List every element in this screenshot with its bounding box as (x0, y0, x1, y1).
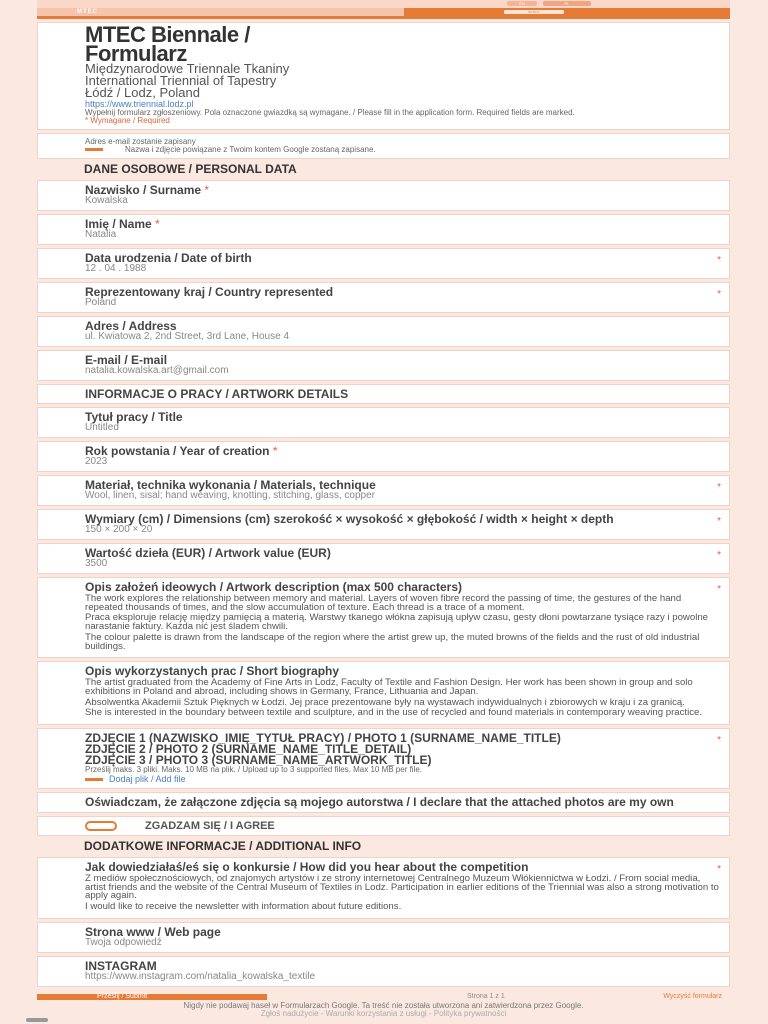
form-description: Wypełnij formularz zgłoszeniowy. Pola oznaczone gwiazdką są wymagane. / Please fill in the application form. Required fields are marked. (85, 108, 575, 117)
additional-paragraph: I would like to receive the newsletter with information about future editions. (85, 901, 402, 913)
question-title (37, 407, 730, 438)
form-title-2: Formularz (85, 41, 187, 66)
checkbox[interactable] (85, 821, 117, 831)
answer-input[interactable]: Poland (85, 297, 117, 308)
top-bar (37, 0, 730, 8)
upload-label-3: ZDJĘCIE 3 / PHOTO 3 (SURNAME_NAME_ARTWORK_TITLE) (85, 753, 432, 768)
question-label: Opis wykorzystanych prac / Short biography (85, 664, 340, 679)
question-surname (37, 180, 730, 211)
answer-input[interactable]: ul. Kwiatowa 2, 2nd Street, 3rd Lane, House 4 (85, 331, 290, 342)
accent-strip (37, 16, 730, 19)
subtitle-2: International Triennial of Tapestry (85, 73, 277, 88)
upload-icon (85, 778, 103, 781)
consent-label: Oświadczam, że załączone zdjęcia są mojego autorstwa / I declare that the attached photos are my own (85, 795, 674, 810)
date-input[interactable]: 12 . 04 . 1988 (85, 263, 147, 274)
required-asterisk: * (717, 584, 721, 595)
question-label: E-mail / E-mail (85, 353, 168, 367)
description-paragraph: The colour palette is drawn from the landscape of the region where the artist grew up, the muted browns of the fields and the rust of old industrial buildings. (85, 631, 700, 652)
question-label: Imię / Name (85, 217, 152, 231)
lang-pill-en[interactable]: EN (507, 1, 537, 6)
biography-paragraph: The artist graduated from the Academy of Fine Arts in Lodz, Faculty of Textile and Fashion Design. Her work has been shown in group and solo exhibitions in Poland and abroad, including shows in Germany, France, Lithuania and Japan. (85, 677, 693, 697)
biography-paragraph: Absolwentka Akademii Sztuk Pięknych w Łodzi. Jej prace prezentowane były na wystawach indywidualnych i zbiorowych w kraju i za granicą. (85, 696, 685, 708)
required-asterisk: * (717, 516, 721, 527)
answer-input[interactable]: 150 × 200 × 20 (85, 524, 153, 535)
footer-note-2[interactable]: Zgłoś nadużycie - Warunki korzystania z usługi - Polityka prywatności (260, 1009, 507, 1018)
clear-form-button[interactable]: Wyczyść formularz (663, 993, 722, 1000)
section-artwork: INFORMACJE O PRACY / ARTWORK DETAILS (85, 387, 349, 401)
header-banner (37, 8, 730, 16)
form-title: MTEC Biennale / (85, 22, 250, 47)
answer-input[interactable]: natalia.kowalska.art@gmail.com (85, 365, 229, 376)
question-website (37, 922, 730, 953)
question-year (37, 441, 730, 472)
question-label: Reprezentowany kraj / Country represented (85, 285, 334, 299)
question-dob (37, 248, 730, 279)
scrollbar-thumb[interactable] (26, 1018, 48, 1022)
question-label: Tytuł pracy / Title (85, 410, 183, 424)
question-dimensions (37, 509, 730, 540)
question-consent-photos (37, 792, 730, 813)
email-note-card (37, 133, 730, 159)
question-label: Wymiary (cm) / Dimensions (cm) szerokość × wysokość × głębokość / width × height × depth (85, 512, 614, 526)
required-asterisk: * (717, 289, 721, 300)
additional-paragraph: Z mediów społecznościowych, od znajomych artystów i ze strony internetowej Centralnego Muzeum Włókiennictwa w Łodzi. / From social media, artist friends and the website of the Central Museum of Textiles in Lodz. Participation in earlier editions of the Triennial was also a strong motivation to apply again. (85, 873, 719, 902)
form-container (37, 0, 730, 990)
answer-input[interactable]: 3500 (85, 558, 108, 569)
subtitle-1: Międzynarodowe Triennale Tkaniny (85, 61, 290, 76)
biography-paragraph: She is interested in the boundary between textile and sculpture, and in the use of recycled and found materials in contemporary weaving practice. (85, 707, 703, 719)
section-additional: DODATKOWE INFORMACJE / ADDITIONAL INFO (84, 839, 362, 854)
additional-textarea[interactable] (85, 875, 719, 912)
question-email (37, 350, 730, 381)
website-input[interactable]: Twoja odpowiedź (85, 936, 162, 948)
consent-option: ZGADZAM SIĘ / I AGREE (145, 819, 275, 832)
lang-pill-pl[interactable]: PL (543, 1, 591, 6)
required-asterisk: * (717, 255, 721, 266)
form-footer (37, 994, 730, 1016)
answer-input[interactable]: Untitled (85, 422, 119, 433)
question-label: INSTAGRAM (85, 958, 157, 973)
question-label: Materiał, technika wykonania / Materials, technique (85, 478, 376, 492)
question-value (37, 543, 730, 574)
question-label: Jak dowiedziałaś/eś się o konkursie / How did you hear about the competition (85, 860, 529, 875)
intro-card (37, 22, 730, 130)
instagram-input[interactable]: https://www.instagram.com/natalia_kowalska_textile (85, 970, 316, 982)
required-asterisk: * (717, 735, 721, 747)
required-asterisk: * (717, 550, 721, 561)
footer-note-1: Nigdy nie podawaj haseł w Formularzach Google. Ta treść nie została utworzona ani zatwierdzona przez Google. (183, 1001, 584, 1010)
question-materials (37, 475, 730, 506)
upload-hint: Prześlij maks. 3 pliki. Maks. 10 MB na plik. / Upload up to 3 supported files. Max 10 MB per file. (85, 765, 423, 775)
question-label: Opis założeń ideowych / Artwork description (max 500 characters) (85, 580, 463, 594)
required-asterisk: * (204, 183, 210, 197)
question-upload (37, 728, 730, 789)
question-biography (37, 661, 730, 725)
email-note-text: Nazwa i zdjęcie powiązane z Twoim kontem Google zostaną zapisane. (125, 145, 376, 154)
required-asterisk: * (272, 444, 278, 458)
upload-label: ZDJĘCIE 1 (NAZWISKO_IMIĘ_TYTUŁ PRACY) / PHOTO 1 (SURNAME_NAME_TITLE) (85, 731, 561, 746)
question-address (37, 316, 730, 347)
required-asterisk: * (155, 217, 160, 231)
required-asterisk: * (717, 864, 721, 876)
question-label: Adres / Address (85, 319, 177, 333)
submit-button[interactable] (37, 994, 267, 1000)
email-note-label: Adres e-mail zostanie zapisany (85, 137, 196, 146)
banner-button[interactable]: WYŚLIJ (504, 10, 564, 14)
required-asterisk: * (717, 482, 721, 493)
upload-label-2: ZDJĘCIE 2 / PHOTO 2 (SURNAME_NAME_TITLE_DETAIL) (85, 742, 412, 757)
info-icon (85, 148, 103, 151)
answer-input[interactable]: Natalia (85, 229, 117, 240)
question-country (37, 282, 730, 313)
banner-title: MTEC (37, 8, 404, 16)
question-label: Wartość dzieła (EUR) / Artwork value (EUR) (85, 546, 331, 560)
page-indicator: Strona 1 z 1 (467, 993, 505, 1000)
question-instagram (37, 956, 730, 987)
question-description (37, 577, 730, 658)
section-personal: DANE OSOBOWE / PERSONAL DATA (84, 162, 297, 176)
required-note: * Wymagane / Required (85, 116, 170, 125)
question-label: Nazwisko / Surname (85, 183, 202, 197)
add-file-button[interactable]: Dodaj plik / Add file (109, 774, 186, 785)
triennial-link[interactable]: https://www.triennial.lodz.pl (85, 99, 194, 109)
consent-option-card (37, 816, 730, 836)
subtitle-3: Łódź / Lodz, Poland (85, 85, 200, 100)
description-paragraph: The work explores the relationship between memory and material. Layers of woven fibre record the passing of time, the gestures of the hand repeated thousands of times, and the slow accumulation of texture. Each thread is a trace of a moment. (85, 593, 682, 613)
biography-textarea[interactable] (85, 679, 719, 718)
description-textarea[interactable] (85, 595, 719, 651)
question-label: Data urodzenia / Date of birth (85, 251, 252, 265)
answer-input[interactable]: Wool, linen, sisal; hand weaving, knotting, stitching, glass, copper (85, 490, 375, 501)
question-name (37, 214, 730, 245)
question-label: Rok powstania / Year of creation (85, 444, 270, 458)
section-artwork-card (37, 384, 730, 404)
description-paragraph: Praca eksploruje relację między pamięcią a materią. Warstwy tkanego włókna zapisują upływ czasu, gesty dłoni powtarzane tysiące razy i powolne narastanie faktury. Każda nić jest śladem chwili. (85, 612, 708, 633)
submit-label: Prześlij / Submit (97, 993, 148, 1000)
answer-input[interactable]: Kowalska (85, 195, 128, 206)
question-additional (37, 857, 730, 919)
question-label: Strona www / Web page (85, 924, 221, 939)
answer-input[interactable]: 2023 (85, 456, 108, 467)
